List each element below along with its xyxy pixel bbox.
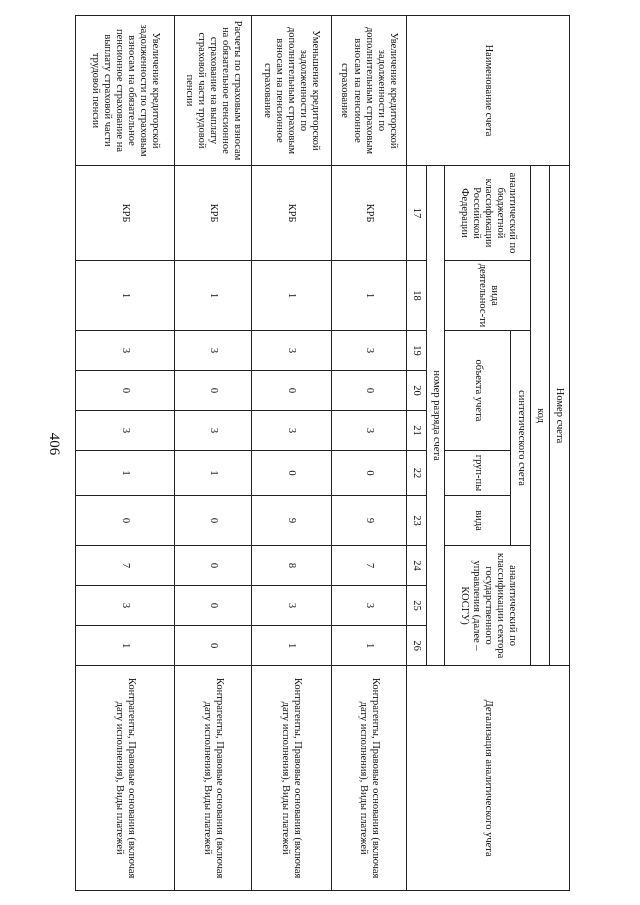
column-number: 26 bbox=[406, 626, 426, 666]
column-number: 25 bbox=[406, 586, 426, 626]
row-digit-23: 9 bbox=[252, 496, 331, 546]
row-digit-22: 0 bbox=[252, 451, 331, 496]
row-digit-20: 0 bbox=[174, 371, 251, 411]
row-detail: Контрагенты, Правовые основания (включая дату исполнения), Виды платежей bbox=[174, 666, 251, 891]
row-activity: 1 bbox=[174, 261, 251, 331]
header-kosgu: аналитический по классификации сектора государственного управления (далее – КОСГУ) bbox=[445, 546, 531, 666]
ledger-table bbox=[75, 15, 570, 891]
row-digit-25: 0 bbox=[174, 586, 251, 626]
row-digit-21: 3 bbox=[174, 411, 251, 451]
row-activity: 1 bbox=[252, 261, 331, 331]
row-digit-23: 9 bbox=[331, 496, 406, 546]
column-number: 24 bbox=[406, 546, 426, 586]
row-account-name: Уменьшение кредиторской задолженности по дополнительным страховым взносам на пенсионное страхование bbox=[252, 16, 331, 166]
row-digit-20: 0 bbox=[331, 371, 406, 411]
row-digit-20: 0 bbox=[76, 371, 175, 411]
column-number: 17 bbox=[406, 166, 426, 261]
column-number: 18 bbox=[406, 261, 426, 331]
header-synthetic: синтетического счета bbox=[510, 331, 530, 546]
row-digit-23: 0 bbox=[174, 496, 251, 546]
row-digit-26: 1 bbox=[331, 626, 406, 666]
header-detail: Детализация аналитического учета bbox=[406, 666, 569, 891]
row-digit-24: 8 bbox=[252, 546, 331, 586]
row-digit-25: 3 bbox=[252, 586, 331, 626]
row-digit-26: 1 bbox=[76, 626, 175, 666]
row-detail: Контрагенты, Правовые основания (включая дату исполнения), Виды платежей bbox=[76, 666, 175, 891]
row-digit-22: 1 bbox=[76, 451, 175, 496]
row-digit-23: 0 bbox=[76, 496, 175, 546]
row-digit-22: 0 bbox=[331, 451, 406, 496]
header-group: груп-пы bbox=[445, 451, 511, 496]
header-kind: вида bbox=[445, 496, 511, 546]
row-account-name: Увеличение кредиторской задолженности по дополнительным страховым взносам на пенсионное страхование bbox=[331, 16, 406, 166]
row-digit-24: 7 bbox=[331, 546, 406, 586]
row-account-name: Увеличение кредиторской задолженности по страховым взносам на обязательное пенсионное страхование на выплату страховой части трудовой пенсии bbox=[76, 16, 175, 166]
row-digit-19: 3 bbox=[331, 331, 406, 371]
header-digit-number: номер разряда счета bbox=[426, 166, 444, 666]
row-digit-19: 3 bbox=[252, 331, 331, 371]
page-number: 406 bbox=[46, 432, 62, 456]
row-digit-20: 0 bbox=[252, 371, 331, 411]
table-row bbox=[331, 16, 406, 891]
table-row bbox=[174, 16, 251, 891]
header-account-number: Номер счета bbox=[549, 166, 569, 666]
row-digit-19: 3 bbox=[174, 331, 251, 371]
row-digit-26: 1 bbox=[252, 626, 331, 666]
row-digit-24: 0 bbox=[174, 546, 251, 586]
header-activity-type: вида деятельнос-ти bbox=[445, 261, 531, 331]
column-number: 19 bbox=[406, 331, 426, 371]
row-digit-21: 3 bbox=[76, 411, 175, 451]
row-bk: КРБ bbox=[252, 166, 331, 261]
row-digit-21: 3 bbox=[331, 411, 406, 451]
row-account-name: Расчеты по страховым взносам на обязательное пенсионное страхование на выплату страховой части трудовой пенсии bbox=[174, 16, 251, 166]
row-bk: КРБ bbox=[331, 166, 406, 261]
row-digit-25: 3 bbox=[331, 586, 406, 626]
header-account-name: Наименование счета bbox=[406, 16, 569, 166]
column-number: 21 bbox=[406, 411, 426, 451]
row-bk: КРБ bbox=[76, 166, 175, 261]
row-digit-22: 1 bbox=[174, 451, 251, 496]
row-activity: 1 bbox=[76, 261, 175, 331]
row-digit-21: 3 bbox=[252, 411, 331, 451]
column-number: 22 bbox=[406, 451, 426, 496]
column-number: 23 bbox=[406, 496, 426, 546]
row-digit-25: 3 bbox=[76, 586, 175, 626]
row-detail: Контрагенты, Правовые основания (включая дату исполнения), Виды платежей bbox=[252, 666, 331, 891]
row-digit-26: 0 bbox=[174, 626, 251, 666]
header-analytical-bk: аналитический по бюджетной классификации Российской Федерации bbox=[445, 166, 531, 261]
header-code: код bbox=[531, 166, 549, 666]
ledger-table-rotated bbox=[75, 15, 570, 890]
row-activity: 1 bbox=[331, 261, 406, 331]
row-bk: КРБ bbox=[174, 166, 251, 261]
row-digit-19: 3 bbox=[76, 331, 175, 371]
header-object: объекта учета bbox=[445, 331, 511, 451]
row-digit-24: 7 bbox=[76, 546, 175, 586]
column-number: 20 bbox=[406, 371, 426, 411]
row-detail: Контрагенты, Правовые основания (включая дату исполнения), Виды платежей bbox=[331, 666, 406, 891]
table-row bbox=[76, 16, 175, 891]
table-row bbox=[252, 16, 331, 891]
